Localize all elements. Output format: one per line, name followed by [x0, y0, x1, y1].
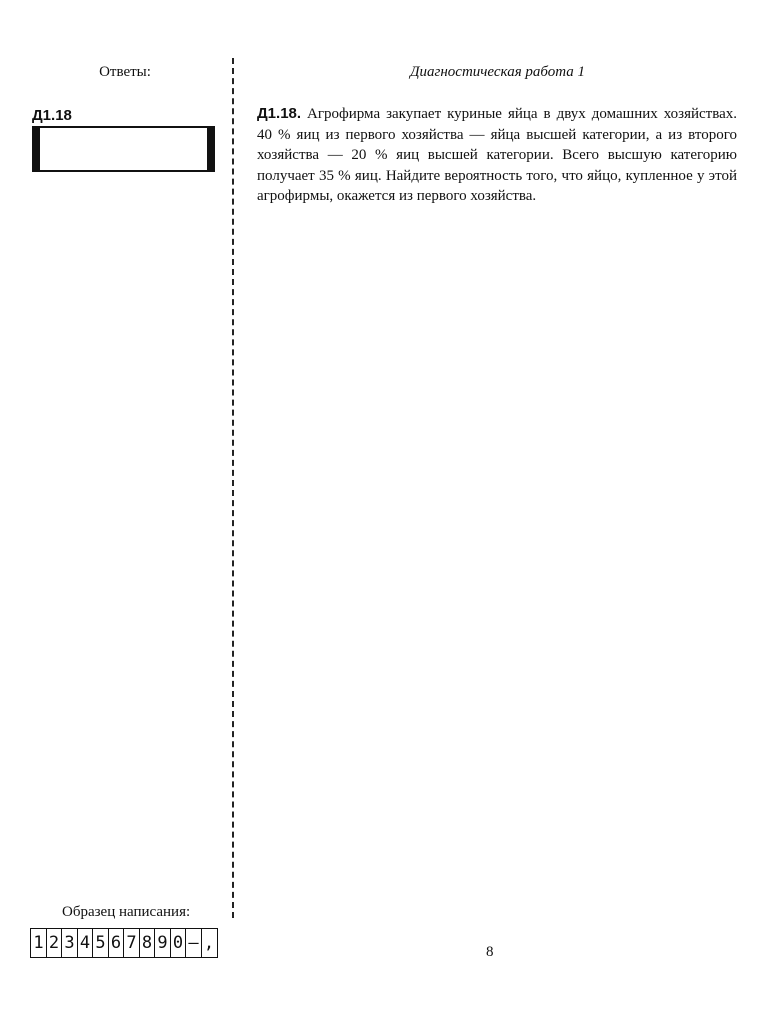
sample-digit-1: 1: [30, 928, 47, 958]
page-number: 8: [486, 944, 494, 960]
sample-digit-0: 0: [170, 928, 187, 958]
sample-digit-2: 2: [46, 928, 63, 958]
sample-digit-6: 6: [108, 928, 125, 958]
sample-digit-4: 4: [77, 928, 94, 958]
column-divider: [232, 58, 234, 918]
sample-digit-5: 5: [92, 928, 109, 958]
sample-digit-3: 3: [61, 928, 78, 958]
work-header: Диагностическая работа 1: [409, 64, 586, 80]
sample-writing-row: [30, 928, 216, 958]
sample-label: Образец написания:: [62, 904, 191, 920]
sample-digit-7: 7: [123, 928, 140, 958]
answer-task-label: Д1.18: [32, 107, 72, 124]
answer-box[interactable]: [32, 126, 215, 172]
problem-number: Д1.18.: [257, 105, 302, 122]
problem-statement: [257, 104, 737, 207]
problem-text: Агрофирма закупает куриные яйца в двух домашних хозяйствах. 40 % яиц из первого хозяйства — яйца высшей категории, а из второго хозяйства — 20 % яиц высшей категории. Всего высшую категорию получает 35 % яиц. Найдите вероятность того, что яйцо, купленное у этой агрофирмы, окажется из первого хозяйства.: [257, 106, 738, 204]
sample-digit-9: 9: [154, 928, 171, 958]
sample-minus: –: [185, 928, 202, 958]
answers-header: Ответы:: [99, 64, 151, 80]
sample-comma: ,: [201, 928, 218, 958]
sample-digit-8: 8: [139, 928, 156, 958]
